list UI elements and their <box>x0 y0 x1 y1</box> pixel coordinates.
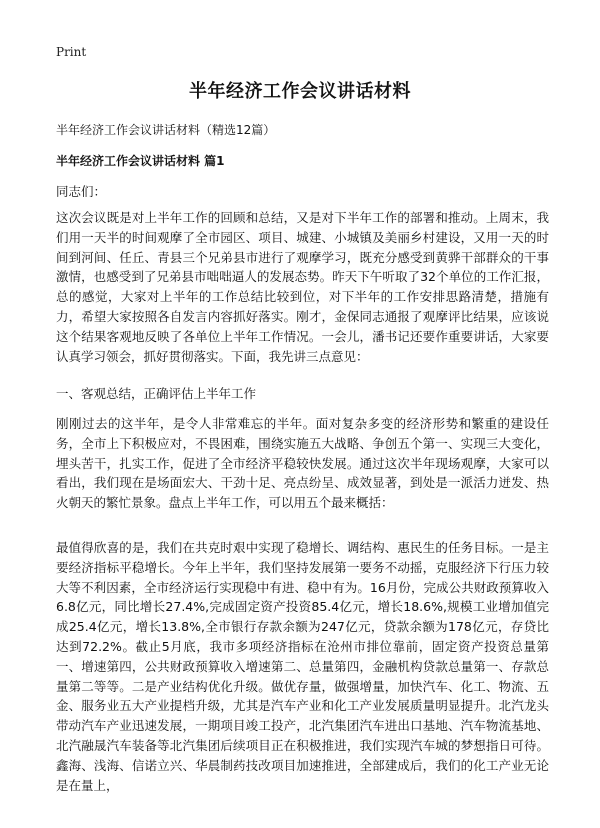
paragraph-1: 这次会议既是对上半年工作的回顾和总结，又是对下半年工作的部署和推动。上周末，我们用一天半的时间观摩了全市园区、项目、城建、小城镇及美丽乡村建设，又用一天的时间到河间、任丘、青县三个兄弟县市进行了观摩学习，既充分感受到黄骅干部群众的干事激情，也感受到了兄弟县市咄咄逼人的发展态势。昨天下午听取了32个单位的工作汇报，总的感觉，大家对上半年的工作总结比较到位，对下半年的工作安排思路清楚，措施有力，希望大家按照各自发言内容抓好落实。刚才，金保同志通报了观摩评比结果，应该说这个结果客观地反映了各单位上半年工作情况。一会儿，潘书记还要作重要讲话，大家要认真学习领会，抓好贯彻落实。下面，我先讲三点意见： <box>56 210 549 364</box>
greeting-text: 同志们： <box>56 184 107 199</box>
section-heading: 半年经济工作会议讲话材料 篇1 <box>56 154 225 168</box>
paragraph-3: 最值得欣喜的是，我们在共克时艰中实现了稳增长、调结构、惠民生的任务目标。一是主要经济指标平稳增长。今年上半年，我们坚持发展第一要务不动摇，克服经济下行压力较大等不利因素，全市经济运行实现稳中有进、稳中有为。16月份，完成公共财政预算收入6.8亿元，同比增长27.4%,完成固定资产投资85.4亿元，增长18.6%,规模工业增加值完成25.4亿元，增长13.8%,全市银行存款余额为247亿元，贷款余额为178亿元，存贷比达到72.2%。截止5月底，我市多项经济指标在沧州市排位靠前，固定资产投资总量第一、增速第四，公共财政预算收入增速第二、总量第四，金融机构贷款总量第一、存款总量第二等等。二是产业结构优化升级。做优存量，做强增量，加快汽车、化工、物流、五金、服务业五大产业提档升级，尤其是汽车产业和化工产业发展质量明显提升。北汽龙头带动汽车产业迅速发展，一期项目竣工投产，北汽集团汽车进出口基地、汽车物流基地、北汽融晟汽车装备等北汽集团后续项目正在积极推进，我们实现汽车城的梦想指日可待。鑫海、浅海、信诺立兴、华晨制药技改项目加速推进，全部建成后，我们的化工产业无论是在量上， <box>56 540 549 793</box>
print-link[interactable]: Print <box>56 45 87 59</box>
document-subtitle: 半年经济工作会议讲话材料（精选12篇） <box>56 123 276 137</box>
document-title: 半年经济工作会议讲话材料 <box>189 81 411 102</box>
subheading-1: 一、客观总结，正确评估上半年工作 <box>56 386 257 401</box>
paragraph-2: 刚刚过去的这半年，是令人非常难忘的半年。面对复杂多变的经济形势和繁重的建设任务，全市上下积极应对，不畏困难，围绕实施五大战略、争创五个第一、实现三大变化，埋头苦干，扎实工作，促进了全市经济平稳较快发展。通过这次半年现场观摩，大家可以看出，我们现在是场面宏大、干劲十足、亮点纷呈、成效显著，到处是一派活力迸发、热火朝天的繁忙景象。盘点上半年工作，可以用五个最来概括： <box>56 416 549 511</box>
